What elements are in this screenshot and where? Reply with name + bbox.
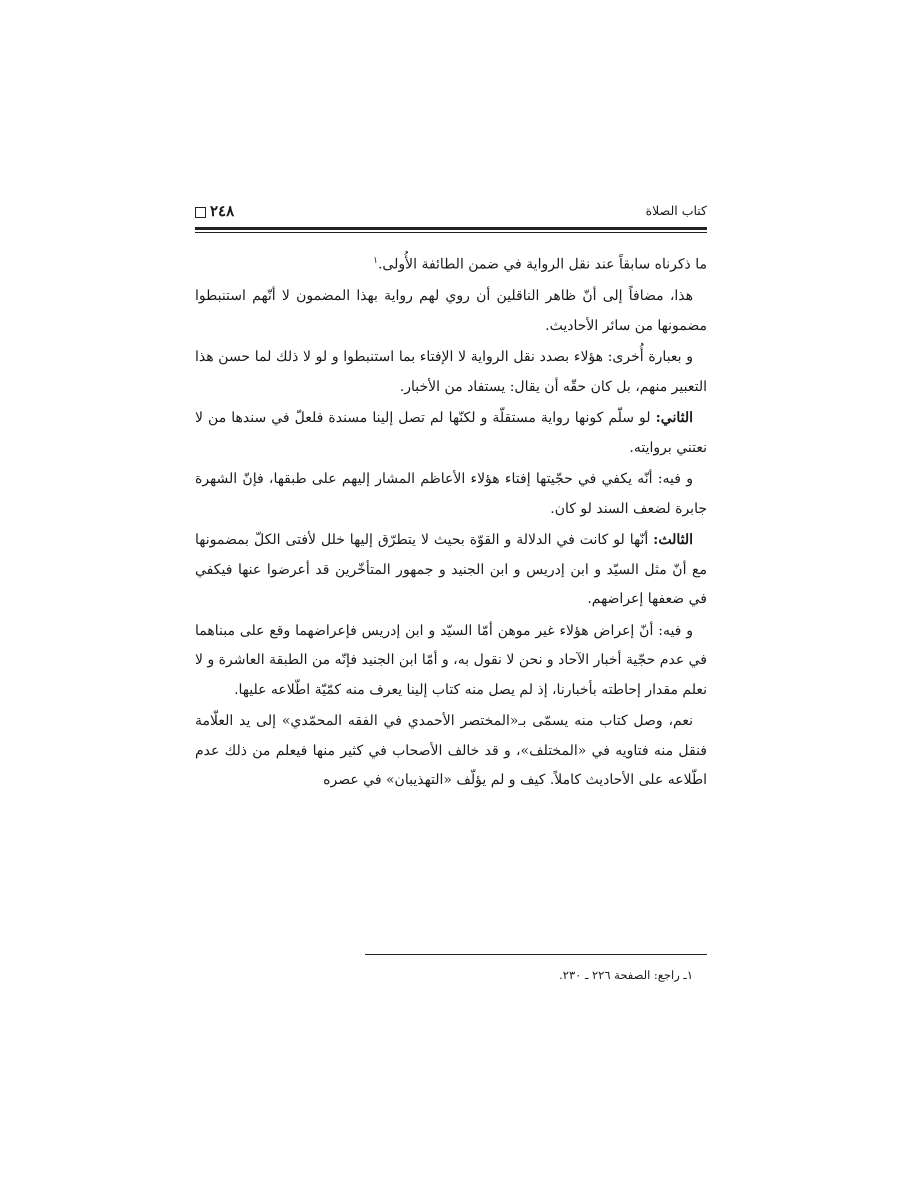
paragraph-2: هذا، مضافاً إلى أنّ ظاهر الناقلين أن روي لهم رواية بهذا المضمون لا أنّهم استنبطوا مضمونها من سائر الأحاديث. [195, 288, 707, 334]
square-ornament-icon [195, 207, 206, 218]
header-rule-thin [195, 232, 707, 233]
paragraph-1: ما ذكرناه سابقاً عند نقل الرواية في ضمن الطائفة الأُولى.$^١$ [373, 256, 707, 273]
paragraph-3: و بعبارة أُخرى: هؤلاء بصدد نقل الرواية لا الإفتاء بما استنبطوا و لو لا ذلك لما حسن هذا التعبير منهم، بل كان حقّه أن يقال: يستفاد من الأخبار. [195, 349, 707, 395]
main-text [195, 247, 707, 796]
footnote-reference: ١ [373, 256, 378, 266]
point-label-third: الثالث: [653, 532, 693, 549]
paragraph-8: نعم، وصل كتاب منه يسمّى بـ«المختصر الأحمدي في الفقه المحمّدي» إلى يد العلّامة فنقل منه فتاويه في «المختلف»، و قد خالف الأصحاب في كثير منها فيعلم من ذلك عدم اطّلاعه على الأحاديث كاملاً. كيف و لم يؤلّف «التهذيبان» في عصره [195, 713, 707, 789]
footnote: ١ـ راجع: الصفحة ٢٢٦ ـ ٢٣٠. [559, 968, 693, 982]
page-number: ٢٤٨ [195, 198, 234, 224]
paragraph-5: و فيه: أنّه يكفي في حجّيتها إفتاء هؤلاء الأعاظم المشار إليهم على طبقها، فإنّ الشهرة جابرة لضعف السند لو كان. [195, 471, 707, 517]
running-header [195, 198, 707, 224]
book-page [195, 198, 707, 998]
paragraph-7: و فيه: أنّ إعراض هؤلاء غير موهن أمّا السيّد و ابن إدريس فإعراضهما وقع على مبناهما في عدم حجّية أخبار الآحاد و نحن لا نقول به، و أمّا ابن الجنيد فإنّه من الطبقة العاشرة و لا نعلم مقدار إحاطته بأخبارنا، إذ لم يصل منه كتاب إلينا يعرف منه كمّيّة اطّلاعه عليها. [195, 622, 707, 698]
header-rule-thick [195, 227, 707, 230]
book-title: كتاب الصلاة [645, 203, 707, 218]
point-label-second: الثاني: [655, 410, 693, 427]
paragraph-4: الثاني: لو سلّم كونها رواية مستقلّة و لكنّها لم تصل إلينا مسندة فلعلّ في سندها من لا نعتني بروايته. [195, 410, 707, 456]
footnote-rule [365, 954, 707, 955]
paragraph-6: الثالث: أنّها لو كانت في الدلالة و القوّة بحيث لا يتطرّق إليها خلل لأفتى الكلّ بمضمونها مع أنّ مثل السيّد و ابن إدريس و ابن الجنيد و جمهور المتأخّرين قد أعرضوا عنها فيكفي في ضعفها إعراضهم. [195, 532, 707, 608]
